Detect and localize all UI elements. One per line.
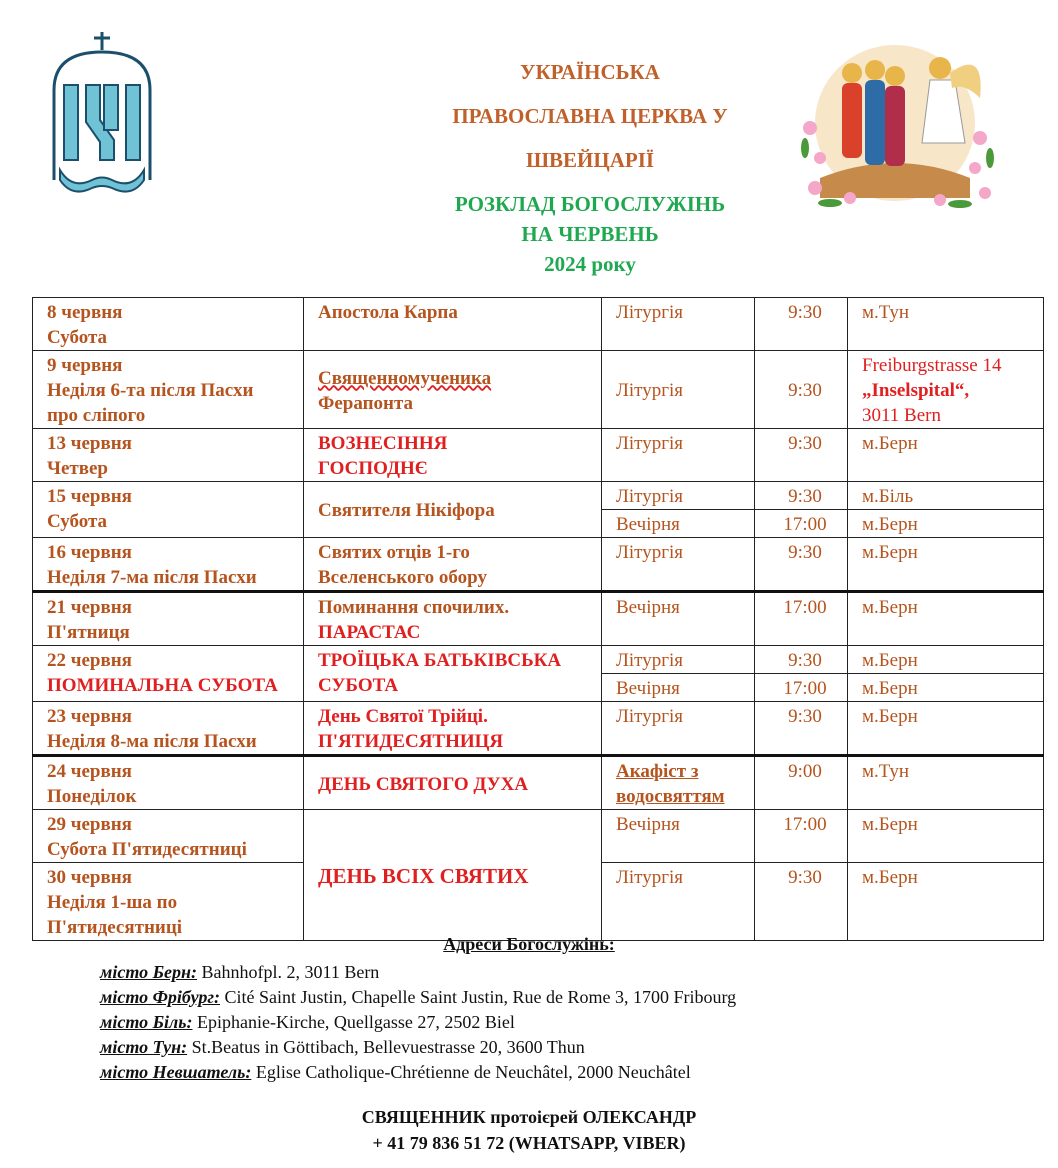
location: м.Берн — [848, 646, 1044, 674]
feast-line-2: Ферапонта — [318, 392, 414, 414]
date: 24 червня — [47, 761, 132, 782]
address-label: місто Берн: — [100, 962, 197, 982]
time: 9:30 — [755, 863, 848, 941]
weekday: Четвер — [47, 458, 108, 479]
service: Літургія — [602, 702, 755, 756]
address-text: Cité Saint Justin, Chapelle Saint Justin, Rue de Rome 3, 1700 Fribourg — [220, 987, 737, 1007]
date: 13 червня — [47, 433, 132, 454]
header-line-5: НА ЧЕРВЕНЬ — [521, 222, 659, 246]
weekday: ПОМИНАЛЬНА СУБОТА — [47, 675, 278, 696]
address-text: Eglise Catholique-Chrétienne de Neuchâtel, 2000 Neuchâtel — [251, 1062, 691, 1082]
weekday: Неділя 8-ма після Пасхи — [47, 731, 257, 752]
weekday: Неділя 6-та після Пасхи — [47, 380, 254, 401]
address-item — [100, 1010, 736, 1035]
address-text: Epiphanie-Kirche, Quellgasse 27, 2502 Biel — [192, 1012, 515, 1032]
weekday: Субота П'ятидесятниці — [47, 839, 247, 860]
priest-phone: + 41 79 836 51 72 (WHATSAPP, VIBER) — [372, 1133, 686, 1153]
date: 16 червня — [47, 542, 132, 563]
address-text: St.Beatus in Göttibach, Bellevuestrasse 20, 3600 Thun — [187, 1037, 585, 1057]
time: 9:30 — [755, 646, 848, 674]
location: м.Біль — [848, 482, 1044, 510]
address-label: місто Фрібург: — [100, 987, 221, 1007]
date-note: П'ятидесятниці — [47, 917, 183, 938]
date-note: про сліпого — [47, 405, 146, 426]
feast: Святих отців 1-го — [318, 542, 470, 563]
table-row — [33, 646, 1044, 674]
date: 8 червня — [47, 302, 123, 323]
feast-line-2: ГОСПОДНЄ — [318, 458, 428, 479]
service: Літургія — [602, 863, 755, 941]
location: м.Берн — [848, 592, 1044, 646]
feast: ДЕНЬ СВЯТОГО ДУХА — [318, 773, 529, 795]
time: 9:00 — [755, 756, 848, 810]
date: 29 червня — [47, 814, 132, 835]
service: Вечірня — [602, 674, 755, 702]
feast: Апостола Карпа — [318, 302, 458, 323]
location: м.Берн — [848, 538, 1044, 592]
date: 9 червня — [47, 355, 123, 376]
header-line-6: 2024 року — [544, 252, 636, 276]
weekday: Субота — [47, 511, 108, 532]
weekday: Понеділок — [47, 786, 137, 807]
service: Літургія — [602, 538, 755, 592]
table-row — [33, 482, 1044, 510]
time: 17:00 — [755, 592, 848, 646]
feast-line-2: СУБОТА — [318, 675, 399, 696]
table-row — [33, 538, 1044, 592]
addresses-list — [100, 960, 736, 1085]
feast: Поминання спочилих. — [318, 597, 510, 618]
time: 9:30 — [755, 351, 848, 429]
feast: Священномученика — [318, 367, 492, 389]
service: Літургія — [602, 298, 755, 351]
service: Літургія — [602, 351, 755, 429]
feast-line-2: П'ЯТИДЕСЯТНИЦЯ — [318, 731, 504, 752]
header-line-1: УКРАЇНСЬКА — [520, 60, 660, 84]
time: 17:00 — [755, 810, 848, 863]
weekday: Неділя 1-ша по — [47, 892, 178, 913]
feast: ВОЗНЕСІННЯ — [318, 433, 448, 454]
table-row — [33, 756, 1044, 810]
feast: День Святої Трійці. — [318, 706, 488, 727]
service: Акафіст з — [616, 761, 699, 782]
service: Вечірня — [602, 592, 755, 646]
weekday: Субота — [47, 327, 108, 348]
date: 23 червня — [47, 706, 132, 727]
header-line-3: ШВЕЙЦАРІЇ — [525, 148, 655, 172]
service: Вечірня — [602, 510, 755, 538]
header-line-4: РОЗКЛАД БОГОСЛУЖІНЬ — [454, 192, 726, 216]
time: 9:30 — [755, 538, 848, 592]
feast-line-2: ПАРАСТАС — [318, 622, 421, 643]
date: 15 червня — [47, 486, 132, 507]
address-item — [100, 985, 736, 1010]
table-row — [33, 298, 1044, 351]
service: Літургія — [602, 482, 755, 510]
location: м.Берн — [848, 810, 1044, 863]
church-logo — [42, 30, 162, 200]
service: Вечірня — [602, 810, 755, 863]
address-text: Bahnhofpl. 2, 3011 Bern — [197, 962, 380, 982]
time: 17:00 — [755, 510, 848, 538]
priest-name: СВЯЩЕННИК протоієрей ОЛЕКСАНДР — [361, 1107, 697, 1127]
location: м.Берн — [848, 863, 1044, 941]
location: м.Берн — [848, 510, 1044, 538]
feast: Святителя Нікіфора — [318, 500, 495, 521]
time: 9:30 — [755, 429, 848, 482]
time: 9:30 — [755, 482, 848, 510]
feast-line-2: Вселенського обору — [318, 567, 487, 588]
service-line-2: водосвяттям — [616, 786, 725, 807]
location: м.Тун — [848, 756, 1044, 810]
address-item — [100, 1060, 736, 1085]
table-row — [33, 429, 1044, 482]
time: 17:00 — [755, 674, 848, 702]
weekday: П'ятниця — [47, 622, 130, 643]
location: м.Тун — [848, 298, 1044, 351]
weekday: Неділя 7-ма після Пасхи — [47, 567, 257, 588]
service: Літургія — [602, 646, 755, 674]
address-item — [100, 1035, 736, 1060]
date: 22 червня — [47, 650, 132, 671]
time: 9:30 — [755, 702, 848, 756]
date: 21 червня — [47, 597, 132, 618]
feast: ДЕНЬ ВСІХ СВЯТИХ — [318, 863, 529, 888]
service: Літургія — [602, 429, 755, 482]
location: Freiburgstrasse 14 — [862, 355, 1002, 376]
table-row — [33, 592, 1044, 646]
location: м.Берн — [848, 429, 1044, 482]
location-line-3: 3011 Bern — [862, 405, 941, 426]
address-label: місто Біль: — [100, 1012, 193, 1032]
addresses-title: Адреси Богослужінь: — [443, 934, 615, 954]
time: 9:30 — [755, 298, 848, 351]
address-item — [100, 960, 736, 985]
feast: ТРОЇЦЬКА БАТЬКІВСЬКА — [318, 650, 562, 671]
header-line-2: ПРАВОСЛАВНА ЦЕРКВА У — [452, 104, 728, 128]
table-row — [33, 702, 1044, 756]
table-row — [33, 351, 1044, 429]
location: м.Берн — [848, 702, 1044, 756]
schedule-table — [32, 297, 1044, 941]
address-label: місто Тун: — [100, 1037, 188, 1057]
table-row — [33, 810, 1044, 863]
location-line-2: „Inselspital“, — [862, 380, 970, 401]
location: м.Берн — [848, 674, 1044, 702]
date: 30 червня — [47, 867, 132, 888]
address-label: місто Невшатель: — [100, 1062, 252, 1082]
